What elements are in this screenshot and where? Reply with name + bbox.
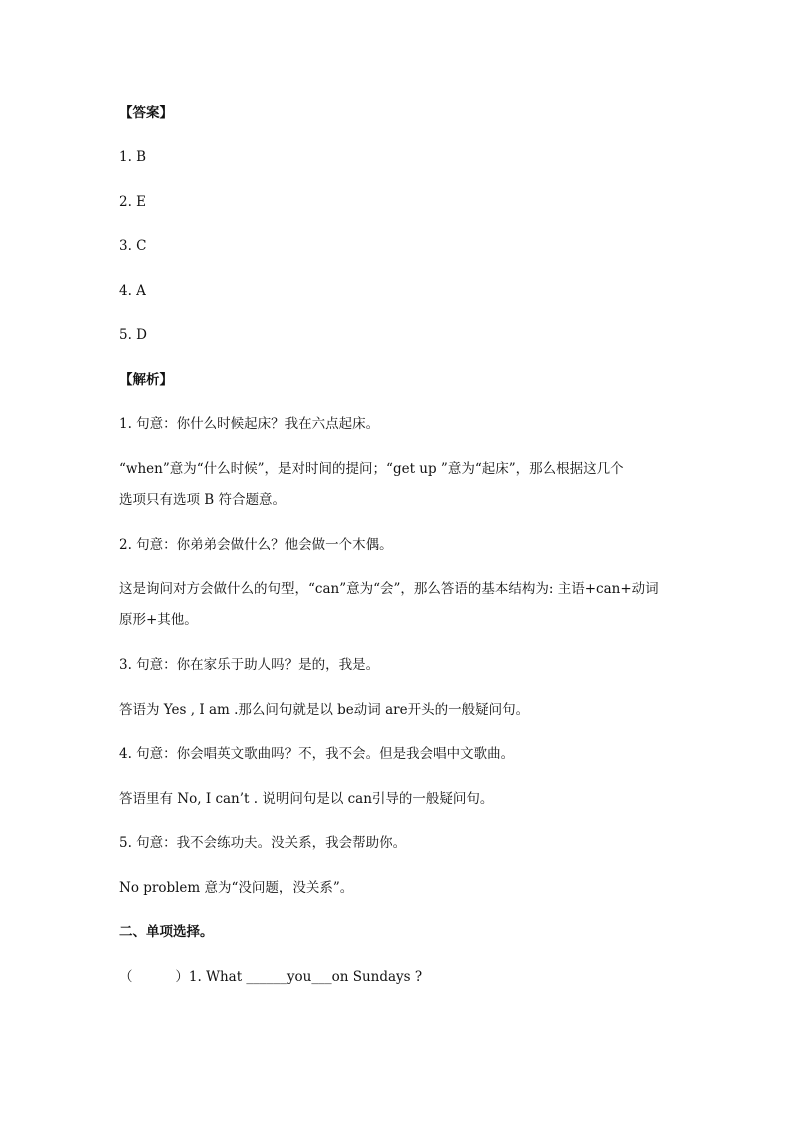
answer-item: 2. E	[119, 194, 147, 210]
analysis-heading: 【解析】	[119, 372, 173, 388]
analysis-q5-meaning: 5. 句意：我不会练功夫。没关系，我会帮助你。	[119, 835, 407, 851]
analysis-q2-explanation-cont: 原形+其他。	[119, 612, 198, 628]
analysis-q4-meaning: 4. 句意：你会唱英文歌曲吗？不，我不会。但是我会唱中文歌曲。	[119, 746, 515, 762]
analysis-q1-meaning: 1. 句意：你什么时候起床？我在六点起床。	[119, 416, 380, 432]
answer-item: 1. B	[119, 149, 147, 165]
answer-heading: 【答案】	[119, 105, 173, 121]
analysis-q2-meaning: 2. 句意：你弟弟会做什么？他会做一个木偶。	[119, 537, 393, 553]
analysis-q1-explanation: “when”意为“什么时候”，是对时间的提问；“get up ”意为“起床”，那么根据这几个	[119, 461, 624, 477]
answer-item: 4. A	[119, 283, 146, 299]
answer-item: 5. D	[119, 327, 147, 343]
analysis-q4-explanation: 答语里有 No, I can’t . 说明问句是以 can引导的一般疑问句。	[119, 791, 494, 807]
analysis-q3-meaning: 3. 句意：你在家乐于助人吗？是的，我是。	[119, 657, 380, 673]
analysis-q2-explanation: 这是询问对方会做什么的句型，“can”意为“会”，那么答语的基本结构为: 主语+can+动词	[119, 581, 659, 597]
question-item: （ ）1. What ______you___on Sundays ?	[119, 969, 423, 985]
analysis-q1-explanation-cont: 选项只有选项 B 符合题意。	[119, 492, 287, 508]
analysis-q3-explanation: 答语为 Yes , I am .那么问句就是以 be动词 are开头的一般疑问句。	[119, 702, 530, 718]
answer-item: 3. C	[119, 238, 147, 254]
section-title: 二、单项选择。	[119, 924, 214, 940]
analysis-q5-explanation: No problem 意为“没问题，没关系”。	[119, 880, 354, 896]
